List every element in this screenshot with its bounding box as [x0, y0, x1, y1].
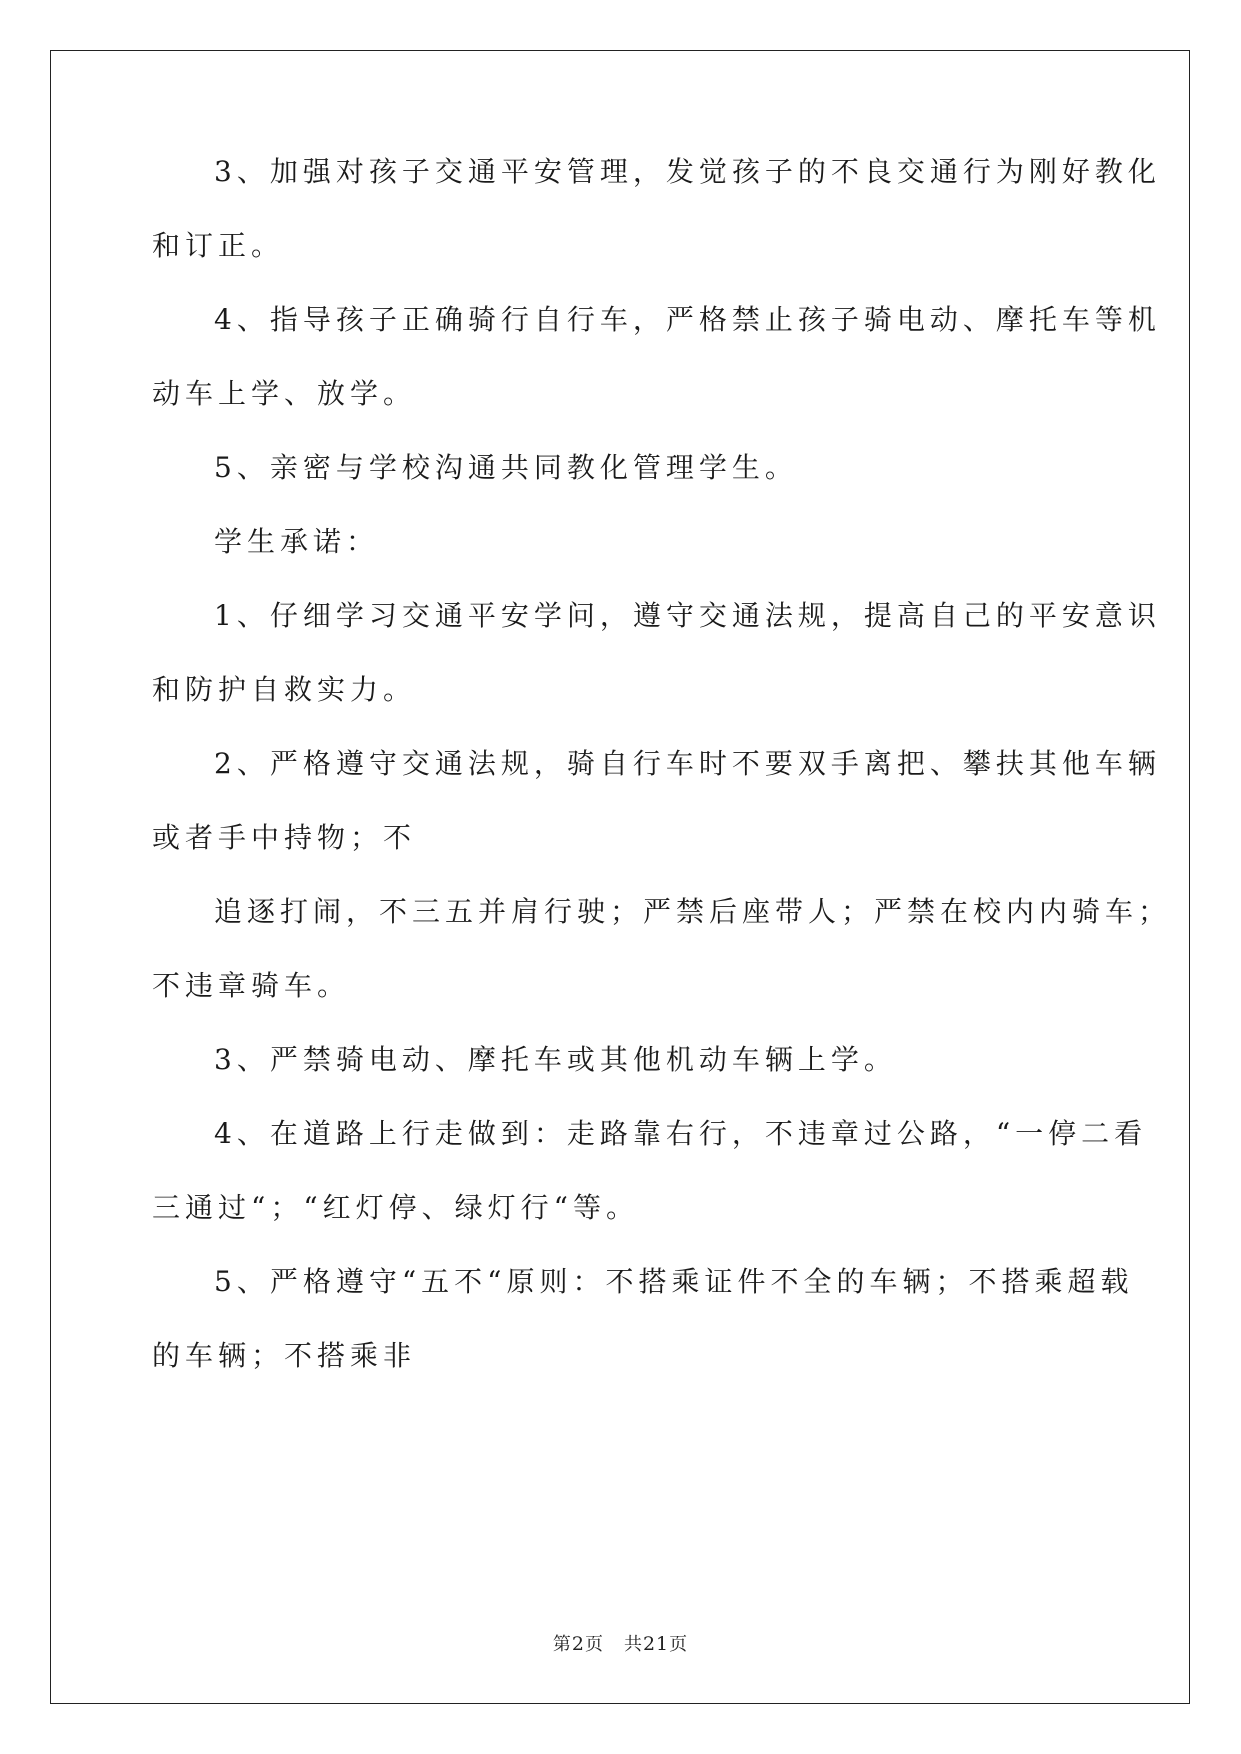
- text-line: 三通过“；“红灯停、绿灯行“等。: [152, 1191, 639, 1224]
- text-line: 3、严禁骑电动、摩托车或其他机动车辆上学。: [214, 1043, 897, 1076]
- page-border: [50, 50, 1190, 1704]
- text-line: 和防护自救实力。: [152, 673, 417, 706]
- page-number: 2: [571, 1633, 585, 1655]
- total-prefix: 共: [623, 1634, 643, 1655]
- text-line: 4、指导孩子正确骑行自行车，严格禁止孩子骑电动、摩托车等机: [214, 303, 1161, 336]
- text-line: 的车辆；不搭乘非: [152, 1339, 417, 1372]
- text-line: 3、加强对孩子交通平安管理，发觉孩子的不良交通行为刚好教化: [214, 155, 1161, 188]
- text-line: 5、严格遵守“五不“原则：不搭乘证件不全的车辆；不搭乘超载: [214, 1265, 1134, 1298]
- page-footer: [0, 1630, 1241, 1656]
- page-prefix: 第: [552, 1634, 572, 1655]
- total-pages: 21: [642, 1633, 670, 1655]
- text-line: 动车上学、放学。: [152, 377, 417, 410]
- text-line: 1、仔细学习交通平安学问，遵守交通法规，提高自己的平安意识: [214, 599, 1161, 632]
- total-suffix: 页: [669, 1634, 689, 1655]
- text-line: 和订正。: [152, 229, 285, 262]
- section-heading: 学生承诺：: [214, 525, 380, 558]
- text-line: 不违章骑车。: [152, 969, 351, 1002]
- text-line: 或者手中持物；不: [152, 821, 417, 854]
- text-line: 4、在道路上行走做到：走路靠右行，不违章过公路，“一停二看: [214, 1117, 1148, 1150]
- text-line: 5、亲密与学校沟通共同教化管理学生。: [214, 451, 798, 484]
- text-line: 2、严格遵守交通法规，骑自行车时不要双手离把、攀扶其他车辆: [214, 747, 1161, 780]
- text-line: 追逐打闹，不三五并肩行驶；严禁后座带人；严禁在校内内骑车；: [214, 895, 1172, 928]
- page-suffix: 页: [584, 1634, 604, 1655]
